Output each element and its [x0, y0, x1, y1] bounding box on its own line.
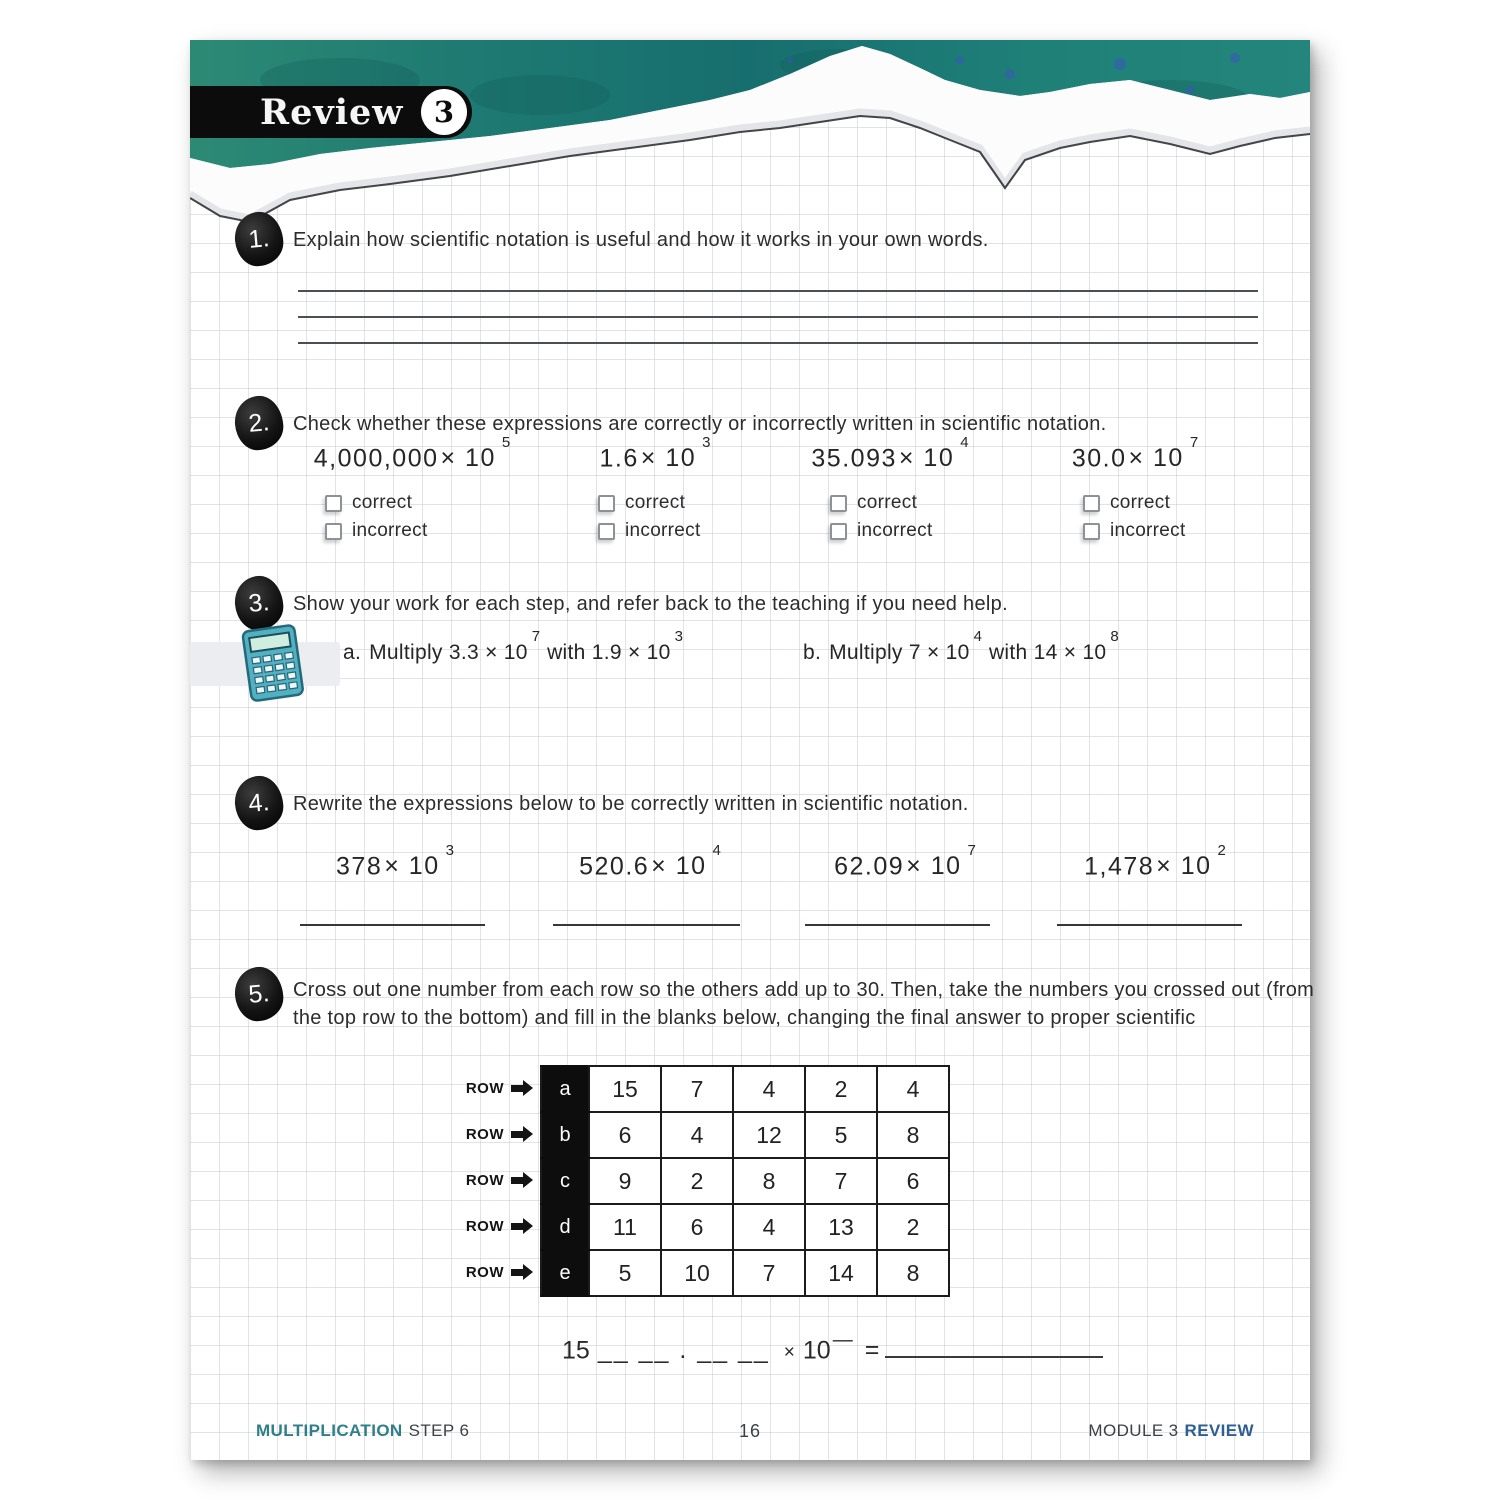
question-3-text: Show your work for each step, and refer back to the teaching if you need help. — [293, 593, 1008, 615]
review-number: 3 — [433, 95, 455, 129]
incorrect-label: incorrect — [1110, 520, 1186, 541]
footer-left — [256, 1421, 469, 1441]
expression-multiplier: × 10 — [440, 444, 496, 473]
expression — [1055, 842, 1255, 881]
question-4-text: Rewrite the expressions below to be correctly written in scientific notation. — [293, 793, 969, 815]
expression-exponent: 3 — [445, 842, 454, 859]
part-text: Multiply 7 × 10 — [829, 641, 970, 664]
answer-line[interactable] — [298, 290, 1258, 292]
expression — [1025, 434, 1245, 473]
incorrect-label: incorrect — [352, 520, 428, 541]
question-2-text: Check whether these expressions are correctly or incorrectly written in scientific notation. — [293, 413, 1107, 435]
equation-base: 10 — [802, 1336, 831, 1365]
expression-exponent: 3 — [702, 434, 711, 451]
arrow-right-icon — [511, 1126, 533, 1142]
question-4-badge: 4. — [233, 774, 286, 832]
part-exponent: 4 — [973, 628, 982, 645]
table-cell[interactable]: 14 — [805, 1250, 877, 1296]
incorrect-checkbox[interactable] — [1083, 523, 1100, 540]
question-1-text: Explain how scientific notation is useful and how it works in your own words. — [293, 229, 989, 251]
expression-exponent: 4 — [712, 842, 721, 859]
table-cell[interactable]: 8 — [877, 1112, 949, 1158]
answer-line[interactable] — [805, 924, 990, 926]
table-cell[interactable]: 15 — [589, 1066, 661, 1112]
table-cell[interactable]: 10 — [661, 1250, 733, 1296]
part-text: with 1.9 × 10 — [547, 641, 671, 664]
expression — [297, 434, 527, 473]
checkbox-group — [598, 492, 701, 542]
footer-step: STEP 6 — [408, 1421, 470, 1440]
expression — [550, 434, 760, 473]
table-cell[interactable]: 12 — [733, 1112, 805, 1158]
part-exponent: 7 — [531, 628, 541, 645]
part-text: Multiply 3.3 × 10 — [369, 641, 528, 664]
footer-section: REVIEW — [1184, 1421, 1254, 1440]
expression-value: 35.093 — [811, 444, 897, 473]
part-label: b. — [803, 641, 822, 664]
expression-multiplier: × 10 — [651, 852, 707, 881]
expression-value: 4,000,000 — [313, 444, 439, 473]
times-sign: × — [783, 1342, 795, 1364]
answer-line[interactable] — [298, 342, 1258, 344]
table-cell[interactable]: 7 — [733, 1250, 805, 1296]
table-row — [541, 1204, 949, 1250]
footer-right — [1088, 1421, 1254, 1441]
expression-value: 1.6 — [599, 444, 639, 473]
row-letter: c — [541, 1158, 589, 1204]
arrow-right-icon — [511, 1080, 533, 1096]
expression-multiplier: × 10 — [640, 444, 697, 473]
question-2-badge: 2. — [233, 394, 286, 452]
row-label — [438, 1111, 533, 1157]
table-cell[interactable]: 2 — [661, 1158, 733, 1204]
row-label-text: ROW — [465, 1079, 504, 1097]
review-banner — [190, 86, 472, 138]
incorrect-checkbox[interactable] — [598, 523, 615, 540]
row-label-text: ROW — [465, 1171, 504, 1189]
correct-checkbox[interactable] — [325, 495, 342, 512]
answer-line[interactable] — [1057, 924, 1242, 926]
expression-exponent: 5 — [501, 434, 511, 451]
footer-module: MODULE 3 — [1088, 1421, 1179, 1440]
row-label-text: ROW — [465, 1263, 504, 1281]
expression — [805, 842, 1005, 881]
page-number: 16 — [738, 1421, 762, 1441]
exponent-blank[interactable]: — — [832, 1329, 853, 1351]
arrow-right-icon — [511, 1264, 533, 1280]
question-3a — [343, 628, 683, 665]
equals-sign: = — [864, 1336, 880, 1365]
answer-line[interactable] — [300, 924, 485, 926]
expression-exponent: 7 — [967, 842, 976, 859]
checkbox-group — [830, 492, 933, 542]
equation-blanks[interactable]: __ __ . __ __ — [597, 1336, 770, 1365]
row-label-text: ROW — [465, 1217, 504, 1235]
table-cell[interactable]: 2 — [805, 1066, 877, 1112]
table-row — [541, 1112, 949, 1158]
correct-checkbox[interactable] — [830, 495, 847, 512]
row-label-text: ROW — [465, 1125, 504, 1143]
question-1-badge: 1. — [233, 210, 286, 268]
expression-value: 378 — [336, 852, 383, 881]
table-cell[interactable]: 8 — [877, 1250, 949, 1296]
part-exponent: 8 — [1110, 628, 1119, 645]
row-label — [438, 1157, 533, 1203]
table-cell[interactable]: 6 — [661, 1204, 733, 1250]
worksheet-page — [190, 40, 1315, 1460]
question-5-badge: 5. — [233, 965, 286, 1023]
table-cell[interactable]: 13 — [805, 1204, 877, 1250]
incorrect-label: incorrect — [625, 520, 701, 541]
calculator-icon — [233, 620, 313, 709]
row-letter: d — [541, 1204, 589, 1250]
arrow-right-icon — [511, 1218, 533, 1234]
question-5-text: Cross out one number from each row so the others add up to 30. Then, take the numbers you crossed out (from the top row to the bottom) and fill in the blanks below, changing the final answer to proper scientific — [293, 979, 1315, 1029]
expression-value: 62.09 — [834, 852, 905, 881]
incorrect-label: incorrect — [857, 520, 933, 541]
expression-exponent: 4 — [960, 434, 969, 451]
expression-value: 1,478 — [1084, 852, 1155, 881]
part-text: with 14 × 10 — [988, 641, 1107, 664]
row-label — [438, 1203, 533, 1249]
incorrect-checkbox[interactable] — [830, 523, 847, 540]
part-exponent: 3 — [674, 628, 683, 645]
row-label — [438, 1249, 533, 1295]
number-grid-table — [540, 1065, 950, 1297]
table-cell[interactable]: 4 — [733, 1066, 805, 1112]
expression — [550, 842, 750, 881]
footer-brand: MULTIPLICATION — [256, 1421, 403, 1440]
table-cell[interactable]: 7 — [805, 1158, 877, 1204]
part-label: a. — [343, 641, 362, 664]
table-cell[interactable]: 7 — [661, 1066, 733, 1112]
expression — [780, 434, 1000, 473]
expression-multiplier: × 10 — [1128, 444, 1184, 473]
table-cell[interactable]: 2 — [877, 1204, 949, 1250]
torn-paper-header-art — [190, 40, 1310, 250]
expression-value: 520.6 — [579, 852, 650, 881]
table-cell[interactable]: 9 — [589, 1158, 661, 1204]
expression — [295, 842, 495, 881]
expression-multiplier: × 10 — [906, 852, 962, 881]
incorrect-checkbox[interactable] — [325, 523, 342, 540]
fill-in-equation — [562, 1329, 1103, 1365]
review-number-badge — [421, 89, 467, 135]
correct-checkbox[interactable] — [598, 495, 615, 512]
correct-label: correct — [625, 492, 686, 513]
table-cell[interactable]: 5 — [805, 1112, 877, 1158]
row-letter: a — [541, 1066, 589, 1112]
checkbox-group — [1083, 492, 1186, 542]
expression-exponent: 2 — [1217, 842, 1226, 859]
answer-line[interactable] — [885, 1354, 1103, 1358]
table-cell[interactable]: 6 — [877, 1158, 949, 1204]
table-cell[interactable]: 4 — [661, 1112, 733, 1158]
row-letter: e — [541, 1250, 589, 1296]
answer-line[interactable] — [298, 316, 1258, 318]
expression-multiplier: × 10 — [384, 852, 440, 881]
table-cell[interactable]: 8 — [733, 1158, 805, 1204]
table-cell[interactable]: 5 — [589, 1250, 661, 1296]
table-row — [541, 1158, 949, 1204]
correct-label: correct — [857, 492, 918, 513]
question-3-badge: 3. — [233, 574, 286, 632]
question-3b — [803, 628, 1119, 665]
arrow-right-icon — [511, 1172, 533, 1188]
correct-checkbox[interactable] — [1083, 495, 1100, 512]
checkbox-group — [325, 492, 428, 542]
table-cell[interactable]: 6 — [589, 1112, 661, 1158]
answer-line[interactable] — [553, 924, 740, 926]
equation-lead: 15 — [562, 1336, 590, 1365]
table-cell[interactable]: 4 — [877, 1066, 949, 1112]
row-label — [438, 1065, 533, 1111]
expression-exponent: 7 — [1189, 434, 1199, 451]
banner-title: Review — [260, 91, 404, 133]
correct-label: correct — [352, 492, 413, 513]
expression-multiplier: × 10 — [898, 444, 955, 473]
table-row — [541, 1066, 949, 1112]
table-row — [541, 1250, 949, 1296]
row-letter: b — [541, 1112, 589, 1158]
correct-label: correct — [1110, 492, 1171, 513]
expression-value: 30.0 — [1071, 444, 1127, 473]
table-cell[interactable]: 11 — [589, 1204, 661, 1250]
table-cell[interactable]: 4 — [733, 1204, 805, 1250]
expression-multiplier: × 10 — [1156, 852, 1212, 881]
